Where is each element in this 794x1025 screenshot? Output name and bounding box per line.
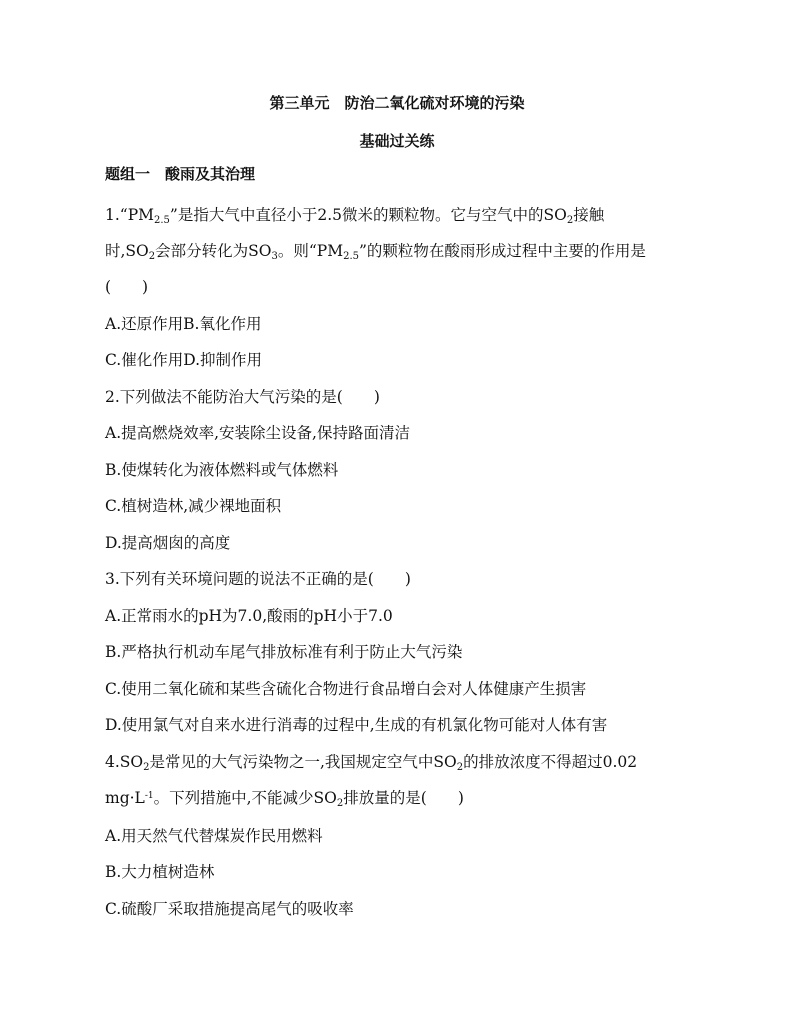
q3-option-d: D.使用氯气对自来水进行消毒的过程中,生成的有机氯化物可能对人体有害 [105,716,608,734]
q4-stem-line-1: $4.SO_2$是常见的大气污染物之一,我国规定空气中$SO_2$的排放浓度不得超过0.02 [105,753,638,773]
q1-stem-line-2: 时$,SO_2$会部分转化为$SO_3$。则“$PM_{2.5}$”的颗粒物在酸雨形成过程中主要的作用是 [105,242,646,262]
q2-option-c: C.植树造林,减少裸地面积 [105,497,282,515]
q4-option-c: C.硫酸厂采取措施提高尾气的吸收率 [105,900,354,918]
page-subtitle: 基础过关练 [359,132,435,150]
page-title: 第三单元 防治二氧化硫对环境的污染 [269,94,525,112]
q2-option-d: D.提高烟囱的高度 [105,534,231,552]
q2-stem: 2.下列做法不能防治大气污染的是( ) [105,388,380,406]
q3-option-c: C.使用二氧化硫和某些含硫化合物进行食品增白会对人体健康产生损害 [105,680,587,698]
q4-option-a: A.用天然气代替煤炭作民用燃料 [105,827,323,845]
q1-stem-line-1: $1.“PM_{2.5}$”是指大气中直径小于2.5微米的颗粒物。它与空气中的$SO_2$接触 [105,206,605,226]
q3-stem: 3.下列有关环境问题的说法不正确的是( ) [105,570,411,588]
q3-option-a: A.正常雨水的pH为7.0,酸雨的pH小于7.0 [105,607,393,625]
q3-option-b: B.严格执行机动车尾气排放标准有利于防止大气污染 [105,643,463,661]
q4-option-b: B.大力植树造林 [105,863,215,881]
q1-options-ab: A.还原作用B.氧化作用 [105,315,262,333]
q2-option-b: B.使煤转化为液体燃料或气体燃料 [105,461,339,479]
q4-stem-line-2: $mg\cdot L^{-1}$。下列措施中,不能减少$SO_2$排放量的是( ) [105,789,464,809]
q1-answer-blank: ( ) [105,278,149,296]
section-heading: 题组一 酸雨及其治理 [105,165,256,183]
q1-options-cd: C.催化作用D.抑制作用 [105,351,263,369]
q2-option-a: A.提高燃烧效率,安装除尘设备,保持路面清洁 [105,424,410,442]
